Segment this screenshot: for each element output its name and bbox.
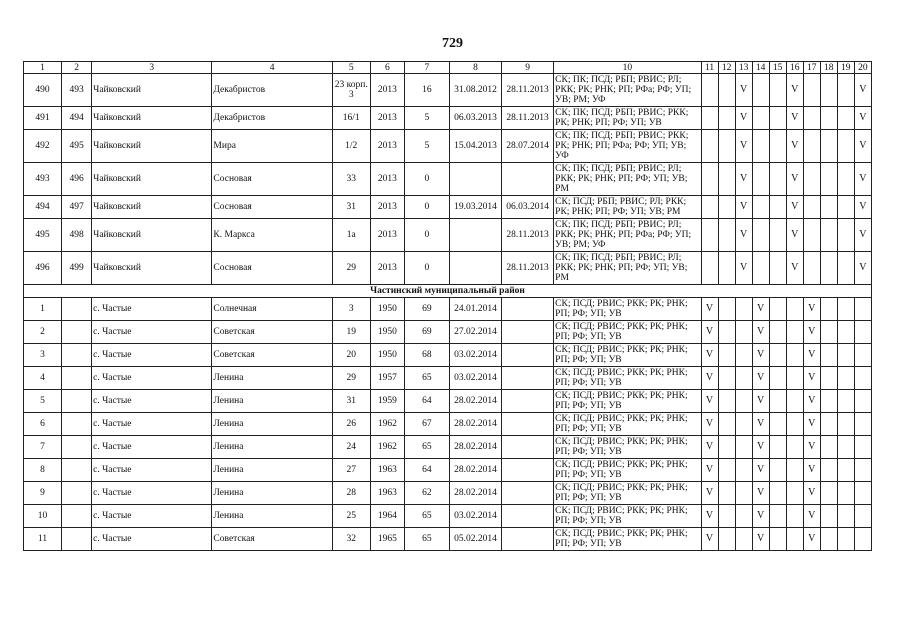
column-header: 7: [404, 62, 449, 74]
table-row: [24, 367, 872, 390]
table-row: [24, 528, 872, 551]
check-mark: V: [701, 321, 718, 344]
check-mark: V: [803, 505, 820, 528]
row-number-alt: [62, 367, 92, 390]
check-mark: V: [735, 163, 752, 196]
wear-cell: 64: [404, 459, 449, 482]
check-mark: V: [701, 459, 718, 482]
check-mark: V: [752, 459, 769, 482]
check-mark: V: [735, 130, 752, 163]
check-mark: V: [701, 390, 718, 413]
housing-table: [23, 61, 872, 551]
works-cell: СК; ПСД; РВИС; РКК; РК; РНК; РП; РФ; УП; УВ: [554, 390, 701, 413]
row-number-alt: [62, 413, 92, 436]
settlement-cell: с. Частые: [92, 298, 212, 321]
check-mark: V: [803, 344, 820, 367]
date-cell: [502, 344, 554, 367]
street-cell: Ленина: [212, 436, 332, 459]
row-number-alt: [62, 298, 92, 321]
date-cell: 28.11.2013: [502, 219, 554, 252]
street-cell: Сосновая: [212, 196, 332, 219]
check-mark: V: [752, 298, 769, 321]
year-cell: 2013: [370, 219, 404, 252]
year-cell: 1957: [370, 367, 404, 390]
street-cell: Ленина: [212, 367, 332, 390]
check-mark: V: [735, 252, 752, 285]
table-row: [24, 252, 872, 285]
settlement-cell: Чайковский: [92, 74, 212, 107]
settlement-cell: Чайковский: [92, 252, 212, 285]
column-header: 3: [92, 62, 212, 74]
street-cell: Советская: [212, 528, 332, 551]
settlement-cell: с. Частые: [92, 344, 212, 367]
street-cell: Ленина: [212, 482, 332, 505]
check-mark: V: [786, 74, 803, 107]
house-cell: 31: [332, 196, 370, 219]
column-header: 11: [701, 62, 718, 74]
row-number-alt: 498: [62, 219, 92, 252]
house-cell: 32: [332, 528, 370, 551]
check-mark: V: [786, 163, 803, 196]
works-cell: СК; ПСД; РВИС; РКК; РК; РНК; РП; РФ; УП; УВ: [554, 436, 701, 459]
wear-cell: 65: [404, 505, 449, 528]
house-cell: 25: [332, 505, 370, 528]
settlement-cell: Чайковский: [92, 219, 212, 252]
check-mark: V: [803, 321, 820, 344]
row-number: 11: [24, 528, 62, 551]
table-row: [24, 390, 872, 413]
check-mark: V: [752, 344, 769, 367]
table-row: [24, 413, 872, 436]
wear-cell: 62: [404, 482, 449, 505]
row-number: 2: [24, 321, 62, 344]
check-mark: V: [701, 505, 718, 528]
row-number: 8: [24, 459, 62, 482]
date-cell: [502, 390, 554, 413]
row-number: 492: [24, 130, 62, 163]
row-number-alt: [62, 436, 92, 459]
year-cell: 2013: [370, 252, 404, 285]
table-row: [24, 459, 872, 482]
check-mark: V: [786, 196, 803, 219]
column-header: 14: [752, 62, 769, 74]
street-cell: Сосновая: [212, 252, 332, 285]
street-cell: Солнечная: [212, 298, 332, 321]
date-cell: 28.02.2014: [449, 390, 501, 413]
wear-cell: 0: [404, 252, 449, 285]
house-cell: 31: [332, 390, 370, 413]
street-cell: Ленина: [212, 505, 332, 528]
street-cell: Ленина: [212, 459, 332, 482]
page-number: 729: [442, 36, 463, 51]
check-mark: V: [786, 107, 803, 130]
street-cell: Декабристов: [212, 74, 332, 107]
row-number: 6: [24, 413, 62, 436]
row-number: 496: [24, 252, 62, 285]
house-cell: 1а: [332, 219, 370, 252]
row-number: 10: [24, 505, 62, 528]
row-number: 7: [24, 436, 62, 459]
table-row: [24, 219, 872, 252]
check-mark: V: [752, 482, 769, 505]
date-cell: 28.11.2013: [502, 252, 554, 285]
check-mark: V: [803, 436, 820, 459]
column-header: 16: [786, 62, 803, 74]
row-number-alt: [62, 344, 92, 367]
table-row: [24, 163, 872, 196]
works-cell: СК; ПК; ПСД; РБП; РВИС; РКК; РК; РНК; РП; РФ; УП; УВ: [554, 107, 701, 130]
date-cell: [449, 219, 501, 252]
date-cell: [502, 459, 554, 482]
check-mark: V: [752, 505, 769, 528]
year-cell: 2013: [370, 74, 404, 107]
works-cell: СК; ПСД; РВИС; РКК; РК; РНК; РП; РФ; УП; УВ: [554, 413, 701, 436]
column-header: 10: [554, 62, 701, 74]
wear-cell: 5: [404, 130, 449, 163]
settlement-cell: Чайковский: [92, 196, 212, 219]
column-header: 5: [332, 62, 370, 74]
house-cell: 3: [332, 298, 370, 321]
house-cell: 23 корп. 3: [332, 74, 370, 107]
house-cell: 1/2: [332, 130, 370, 163]
table-row: [24, 344, 872, 367]
row-number-alt: 493: [62, 74, 92, 107]
row-number-alt: [62, 459, 92, 482]
table-row: [24, 130, 872, 163]
date-cell: 03.02.2014: [449, 344, 501, 367]
check-mark: V: [735, 107, 752, 130]
works-cell: СК; ПК; ПСД; РБП; РВИС; РЛ; РКК; РК; РНК; РП; РФ; УП; УВ; РМ: [554, 163, 701, 196]
settlement-cell: с. Частые: [92, 482, 212, 505]
date-cell: 03.02.2014: [449, 505, 501, 528]
column-header: 9: [502, 62, 554, 74]
date-cell: [502, 413, 554, 436]
works-cell: СК; ПСД; РВИС; РКК; РК; РНК; РП; РФ; УП; УВ: [554, 298, 701, 321]
check-mark: V: [803, 390, 820, 413]
date-cell: 03.02.2014: [449, 367, 501, 390]
check-mark: V: [752, 528, 769, 551]
date-cell: 31.08.2012: [449, 74, 501, 107]
column-header: 1: [24, 62, 62, 74]
check-mark: V: [854, 196, 871, 219]
house-cell: 29: [332, 367, 370, 390]
check-mark: V: [735, 219, 752, 252]
table-row: [24, 482, 872, 505]
works-cell: СК; ПК; ПСД; РБП; РВИС; РЛ; РКК; РК; РНК; РП; РФ; УП; УВ; РМ: [554, 252, 701, 285]
check-mark: V: [854, 163, 871, 196]
check-mark: V: [752, 413, 769, 436]
date-cell: 19.03.2014: [449, 196, 501, 219]
street-cell: К. Маркса: [212, 219, 332, 252]
house-cell: 19: [332, 321, 370, 344]
date-cell: [502, 528, 554, 551]
row-number: 495: [24, 219, 62, 252]
check-mark: V: [854, 219, 871, 252]
column-header: 20: [854, 62, 871, 74]
section-title: Частинский муниципальный район: [24, 285, 872, 298]
check-mark: V: [701, 528, 718, 551]
date-cell: 28.02.2014: [449, 413, 501, 436]
year-cell: 2013: [370, 130, 404, 163]
street-cell: Сосновая: [212, 163, 332, 196]
date-cell: [502, 505, 554, 528]
date-cell: 05.02.2014: [449, 528, 501, 551]
date-cell: 24.01.2014: [449, 298, 501, 321]
column-header: 6: [370, 62, 404, 74]
date-cell: 28.11.2013: [502, 74, 554, 107]
row-number-alt: 499: [62, 252, 92, 285]
date-cell: [449, 163, 501, 196]
works-cell: СК; ПК; ПСД; РБП; РВИС; РЛ; РКК; РК; РНК; РП; РФа; РФ; УП; УВ; РМ; УФ: [554, 219, 701, 252]
table-row: [24, 505, 872, 528]
year-cell: 2013: [370, 107, 404, 130]
house-cell: 33: [332, 163, 370, 196]
wear-cell: 68: [404, 344, 449, 367]
check-mark: V: [786, 219, 803, 252]
street-cell: Советская: [212, 321, 332, 344]
check-mark: V: [786, 130, 803, 163]
row-number: 493: [24, 163, 62, 196]
check-mark: V: [752, 321, 769, 344]
year-cell: 1965: [370, 528, 404, 551]
check-mark: V: [701, 482, 718, 505]
street-cell: Советская: [212, 344, 332, 367]
wear-cell: 65: [404, 436, 449, 459]
check-mark: V: [803, 413, 820, 436]
wear-cell: 64: [404, 390, 449, 413]
table-row: [24, 196, 872, 219]
year-cell: 1950: [370, 298, 404, 321]
check-mark: V: [803, 459, 820, 482]
works-cell: СК; ПСД; РВИС; РКК; РК; РНК; РП; РФ; УП; УВ: [554, 505, 701, 528]
wear-cell: 16: [404, 74, 449, 107]
check-mark: V: [803, 298, 820, 321]
settlement-cell: Чайковский: [92, 107, 212, 130]
row-number: 4: [24, 367, 62, 390]
street-cell: Мира: [212, 130, 332, 163]
row-number: 1: [24, 298, 62, 321]
works-cell: СК; ПСД; РВИС; РКК; РК; РНК; РП; РФ; УП; УВ: [554, 482, 701, 505]
check-mark: V: [854, 107, 871, 130]
date-cell: 27.02.2014: [449, 321, 501, 344]
check-mark: V: [701, 367, 718, 390]
year-cell: 1963: [370, 459, 404, 482]
street-cell: Ленина: [212, 390, 332, 413]
year-cell: 1950: [370, 344, 404, 367]
check-mark: V: [701, 413, 718, 436]
header-row: [24, 62, 872, 74]
settlement-cell: с. Частые: [92, 436, 212, 459]
works-cell: СК; ПК; ПСД; РБП; РВИС; РЛ; РКК; РК; РНК; РП; РФа; РФ; УП; УВ; РМ; УФ: [554, 74, 701, 107]
wear-cell: 0: [404, 163, 449, 196]
date-cell: 28.02.2014: [449, 482, 501, 505]
check-mark: V: [701, 344, 718, 367]
check-mark: V: [803, 482, 820, 505]
year-cell: 1962: [370, 436, 404, 459]
date-cell: 28.11.2013: [502, 107, 554, 130]
house-cell: 24: [332, 436, 370, 459]
check-mark: V: [752, 367, 769, 390]
works-cell: СК; ПК; ПСД; РБП; РВИС; РКК; РК; РНК; РП; РФа; РФ; УП; УВ; УФ: [554, 130, 701, 163]
settlement-cell: с. Частые: [92, 459, 212, 482]
settlement-cell: Чайковский: [92, 163, 212, 196]
settlement-cell: с. Частые: [92, 413, 212, 436]
check-mark: V: [752, 390, 769, 413]
date-cell: 06.03.2013: [449, 107, 501, 130]
table-row: [24, 74, 872, 107]
house-cell: 26: [332, 413, 370, 436]
table-row: [24, 436, 872, 459]
column-header: 13: [735, 62, 752, 74]
check-mark: V: [854, 252, 871, 285]
wear-cell: 69: [404, 321, 449, 344]
column-header: 4: [212, 62, 332, 74]
row-number-alt: [62, 390, 92, 413]
column-header: 8: [449, 62, 501, 74]
works-cell: СК; ПСД; РВИС; РКК; РК; РНК; РП; РФ; УП; УВ: [554, 459, 701, 482]
check-mark: V: [854, 130, 871, 163]
settlement-cell: с. Частые: [92, 390, 212, 413]
date-cell: [502, 367, 554, 390]
wear-cell: 65: [404, 528, 449, 551]
house-cell: 16/1: [332, 107, 370, 130]
row-number-alt: [62, 505, 92, 528]
date-cell: [502, 163, 554, 196]
year-cell: 1962: [370, 413, 404, 436]
house-cell: 29: [332, 252, 370, 285]
row-number: 490: [24, 74, 62, 107]
works-cell: СК; ПСД; РВИС; РКК; РК; РНК; РП; РФ; УП; УВ: [554, 321, 701, 344]
check-mark: V: [803, 367, 820, 390]
date-cell: [502, 298, 554, 321]
date-cell: [449, 252, 501, 285]
column-header: 17: [803, 62, 820, 74]
check-mark: V: [803, 528, 820, 551]
row-number-alt: [62, 482, 92, 505]
wear-cell: 5: [404, 107, 449, 130]
works-cell: СК; ПСД; РВИС; РКК; РК; РНК; РП; РФ; УП; УВ: [554, 344, 701, 367]
house-cell: 20: [332, 344, 370, 367]
row-number: 5: [24, 390, 62, 413]
settlement-cell: Чайковский: [92, 130, 212, 163]
check-mark: V: [735, 74, 752, 107]
settlement-cell: с. Частые: [92, 367, 212, 390]
works-cell: СК; ПСД; РБП; РВИС; РЛ; РКК; РК; РНК; РП; РФ; УП; УВ; РМ: [554, 196, 701, 219]
settlement-cell: с. Частые: [92, 505, 212, 528]
street-cell: Ленина: [212, 413, 332, 436]
year-cell: 2013: [370, 196, 404, 219]
wear-cell: 65: [404, 367, 449, 390]
date-cell: 28.02.2014: [449, 459, 501, 482]
row-number-alt: 496: [62, 163, 92, 196]
year-cell: 1959: [370, 390, 404, 413]
column-header: 2: [62, 62, 92, 74]
year-cell: 2013: [370, 163, 404, 196]
section-row: [24, 285, 872, 298]
table-row: [24, 298, 872, 321]
settlement-cell: с. Частые: [92, 528, 212, 551]
row-number-alt: 497: [62, 196, 92, 219]
works-cell: СК; ПСД; РВИС; РКК; РК; РНК; РП; РФ; УП; УВ: [554, 528, 701, 551]
date-cell: 28.07.2014: [502, 130, 554, 163]
date-cell: [502, 482, 554, 505]
street-cell: Декабристов: [212, 107, 332, 130]
wear-cell: 69: [404, 298, 449, 321]
date-cell: 15.04.2013: [449, 130, 501, 163]
row-number: 491: [24, 107, 62, 130]
column-header: 18: [820, 62, 837, 74]
date-cell: 28.02.2014: [449, 436, 501, 459]
check-mark: V: [854, 74, 871, 107]
date-cell: [502, 321, 554, 344]
check-mark: V: [786, 252, 803, 285]
check-mark: V: [701, 436, 718, 459]
row-number-alt: 495: [62, 130, 92, 163]
wear-cell: 0: [404, 196, 449, 219]
check-mark: V: [752, 436, 769, 459]
wear-cell: 67: [404, 413, 449, 436]
column-header: 19: [837, 62, 854, 74]
wear-cell: 0: [404, 219, 449, 252]
table-row: [24, 107, 872, 130]
works-cell: СК; ПСД; РВИС; РКК; РК; РНК; РП; РФ; УП; УВ: [554, 367, 701, 390]
row-number-alt: [62, 528, 92, 551]
table-row: [24, 321, 872, 344]
row-number-alt: 494: [62, 107, 92, 130]
year-cell: 1950: [370, 321, 404, 344]
date-cell: [502, 436, 554, 459]
check-mark: V: [735, 196, 752, 219]
row-number: 494: [24, 196, 62, 219]
date-cell: 06.03.2014: [502, 196, 554, 219]
year-cell: 1963: [370, 482, 404, 505]
house-cell: 27: [332, 459, 370, 482]
row-number: 3: [24, 344, 62, 367]
column-header: 15: [769, 62, 786, 74]
row-number: 9: [24, 482, 62, 505]
year-cell: 1964: [370, 505, 404, 528]
house-cell: 28: [332, 482, 370, 505]
row-number-alt: [62, 321, 92, 344]
settlement-cell: с. Частые: [92, 321, 212, 344]
check-mark: V: [701, 298, 718, 321]
column-header: 12: [718, 62, 735, 74]
